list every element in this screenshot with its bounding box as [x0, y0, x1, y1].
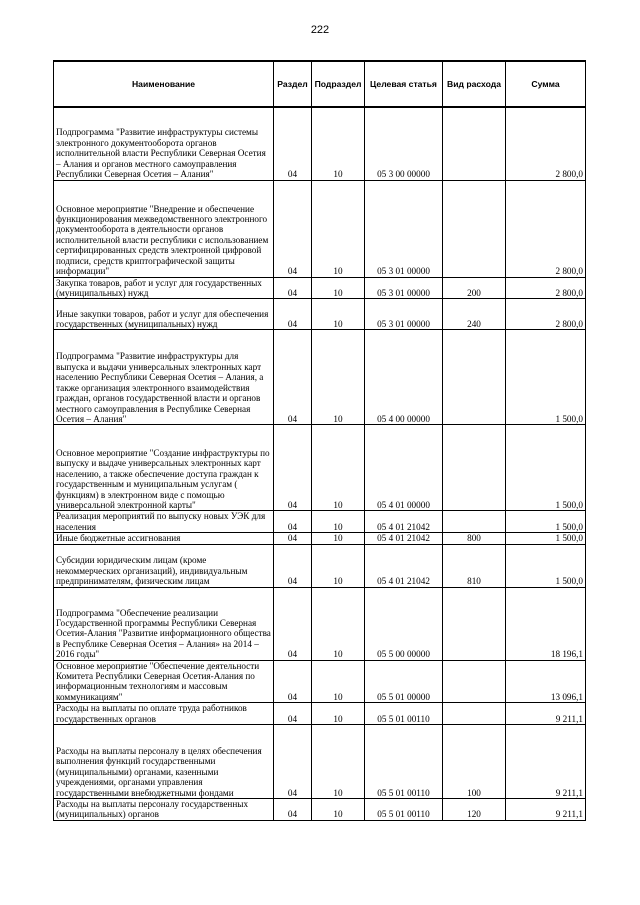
row-target: 05 4 01 21042 [365, 511, 443, 533]
table-row [54, 277, 586, 299]
header-subsection: Подраздел [312, 61, 365, 107]
row-amount: 1 500,0 [506, 330, 586, 425]
row-expense-type: 800 [443, 533, 506, 544]
row-section: 04 [274, 299, 312, 330]
row-amount: 2 800,0 [506, 107, 586, 180]
row-expense-type [443, 425, 506, 511]
row-section: 04 [274, 330, 312, 425]
row-target: 05 4 01 00000 [365, 425, 443, 511]
row-section: 04 [274, 511, 312, 533]
row-target: 05 3 01 00000 [365, 277, 443, 299]
row-section: 04 [274, 107, 312, 180]
row-expense-type [443, 660, 506, 703]
row-amount: 9 211,1 [506, 703, 586, 725]
row-section: 04 [274, 277, 312, 299]
row-amount: 2 800,0 [506, 299, 586, 330]
row-subsection: 10 [312, 703, 365, 725]
row-target: 05 4 00 00000 [365, 330, 443, 425]
row-subsection: 10 [312, 425, 365, 511]
row-target: 05 5 01 00110 [365, 798, 443, 820]
row-name: Расходы на выплаты персоналу в целях обеспечения выполнения функций государственными (муниципальными) органами, казенными учреждениями, органами управления государственными внебюджетными фондами [54, 724, 274, 798]
row-subsection: 10 [312, 660, 365, 703]
row-subsection: 10 [312, 180, 365, 277]
table-row [54, 299, 586, 330]
row-section: 04 [274, 660, 312, 703]
row-target: 05 4 01 21042 [365, 544, 443, 587]
table-row [54, 107, 586, 180]
page-number: 222 [310, 24, 330, 36]
row-expense-type [443, 511, 506, 533]
row-amount: 1 500,0 [506, 511, 586, 533]
table-row [54, 533, 586, 544]
budget-table [53, 60, 586, 821]
row-subsection: 10 [312, 107, 365, 180]
table-header-row [54, 61, 586, 107]
row-section: 04 [274, 703, 312, 725]
row-name: Подпрограмма "Развитие инфраструктуры системы электронного документооборота органов исполнительной власти Республики Северная Осетия – Алания и органов местного самоуправления Республики Северная Осетия – Алания" [54, 107, 274, 180]
row-target: 05 3 00 00000 [365, 107, 443, 180]
row-subsection: 10 [312, 299, 365, 330]
table-row [54, 544, 586, 587]
row-name: Основное мероприятие "Создание инфраструктуры по выпуску и выдаче универсальных электронных карт населению, а также обеспечение доступа граждан к государственным и муниципальным услугам ( функциям) в электронном виде с помощью универсальной электронной карты" [54, 425, 274, 511]
row-amount: 2 800,0 [506, 277, 586, 299]
row-amount: 1 500,0 [506, 425, 586, 511]
row-target: 05 5 01 00000 [365, 660, 443, 703]
row-section: 04 [274, 544, 312, 587]
row-target: 05 5 01 00110 [365, 724, 443, 798]
row-amount: 1 500,0 [506, 544, 586, 587]
header-name: Наименование [54, 61, 274, 107]
row-section: 04 [274, 533, 312, 544]
row-amount: 13 096,1 [506, 660, 586, 703]
row-expense-type: 240 [443, 299, 506, 330]
row-section: 04 [274, 425, 312, 511]
row-subsection: 10 [312, 511, 365, 533]
row-expense-type [443, 107, 506, 180]
row-expense-type [443, 330, 506, 425]
row-section: 04 [274, 724, 312, 798]
row-expense-type: 810 [443, 544, 506, 587]
table-row [54, 425, 586, 511]
table-row [54, 660, 586, 703]
row-section: 04 [274, 180, 312, 277]
row-name: Расходы на выплаты персоналу государственных (муниципальных) органов [54, 798, 274, 820]
row-amount: 1 500,0 [506, 533, 586, 544]
table-row [54, 180, 586, 277]
row-name: Подпрограмма "Развитие инфраструктуры для выпуска и выдачи универсальных электронных карт населению Республики Северная Осетия – Алания, а также организация электронного взаимодействия граждан, органов государственной власти и органов местного самоуправления в Республике Северная Осетия – Алания" [54, 330, 274, 425]
row-amount: 9 211,1 [506, 798, 586, 820]
table-row [54, 511, 586, 533]
row-name: Подпрограмма "Обеспечение реализации Государственной программы Республики Северная Осетия-Алания "Развитие информационного общества в Республике Северная Осетия – Алания» на 2014 – 2016 годы" [54, 587, 274, 660]
row-expense-type: 120 [443, 798, 506, 820]
row-subsection: 10 [312, 544, 365, 587]
row-expense-type: 100 [443, 724, 506, 798]
header-target: Целевая статья [365, 61, 443, 107]
row-amount: 18 196,1 [506, 587, 586, 660]
table-row [54, 798, 586, 820]
row-subsection: 10 [312, 533, 365, 544]
row-amount: 2 800,0 [506, 180, 586, 277]
row-section: 04 [274, 587, 312, 660]
row-target: 05 3 01 00000 [365, 180, 443, 277]
row-name: Иные бюджетные ассигнования [54, 533, 274, 544]
table-row [54, 330, 586, 425]
row-target: 05 5 00 00000 [365, 587, 443, 660]
row-target: 05 5 01 00110 [365, 703, 443, 725]
row-amount: 9 211,1 [506, 724, 586, 798]
header-expense-type: Вид расхода [443, 61, 506, 107]
header-amount: Сумма [506, 61, 586, 107]
row-name: Расходы на выплаты по оплате труда работников государственных органов [54, 703, 274, 725]
row-target: 05 3 01 00000 [365, 299, 443, 330]
row-subsection: 10 [312, 724, 365, 798]
header-section: Раздел [274, 61, 312, 107]
row-expense-type [443, 703, 506, 725]
row-target: 05 4 01 21042 [365, 533, 443, 544]
row-expense-type [443, 587, 506, 660]
row-name: Иные закупки товаров, работ и услуг для обеспечения государственных (муниципальных) нужд [54, 299, 274, 330]
table-row [54, 724, 586, 798]
row-subsection: 10 [312, 587, 365, 660]
row-name: Субсидии юридическим лицам (кроме некоммерческих организаций), индивидуальным предпринимателям, физическим лицам [54, 544, 274, 587]
row-name: Реализация мероприятий по выпуску новых УЭК для населения [54, 511, 274, 533]
row-name: Основное мероприятие "Внедрение и обеспечение функционирования межведомственного электронного документооборота в деятельности органов исполнительной власти республики с использованием сертифицированных средств электронной цифровой подписи, средств криптографической защиты информации" [54, 180, 274, 277]
row-subsection: 10 [312, 330, 365, 425]
table-row [54, 703, 586, 725]
row-expense-type [443, 180, 506, 277]
row-subsection: 10 [312, 277, 365, 299]
row-name: Закупка товаров, работ и услуг для государственных (муниципальных) нужд [54, 277, 274, 299]
table-row [54, 587, 586, 660]
row-expense-type: 200 [443, 277, 506, 299]
row-subsection: 10 [312, 798, 365, 820]
row-name: Основное мероприятие "Обеспечение деятельности Комитета Республики Северная Осетия-Алания по информационным технологиям и массовым коммуникациям" [54, 660, 274, 703]
row-section: 04 [274, 798, 312, 820]
